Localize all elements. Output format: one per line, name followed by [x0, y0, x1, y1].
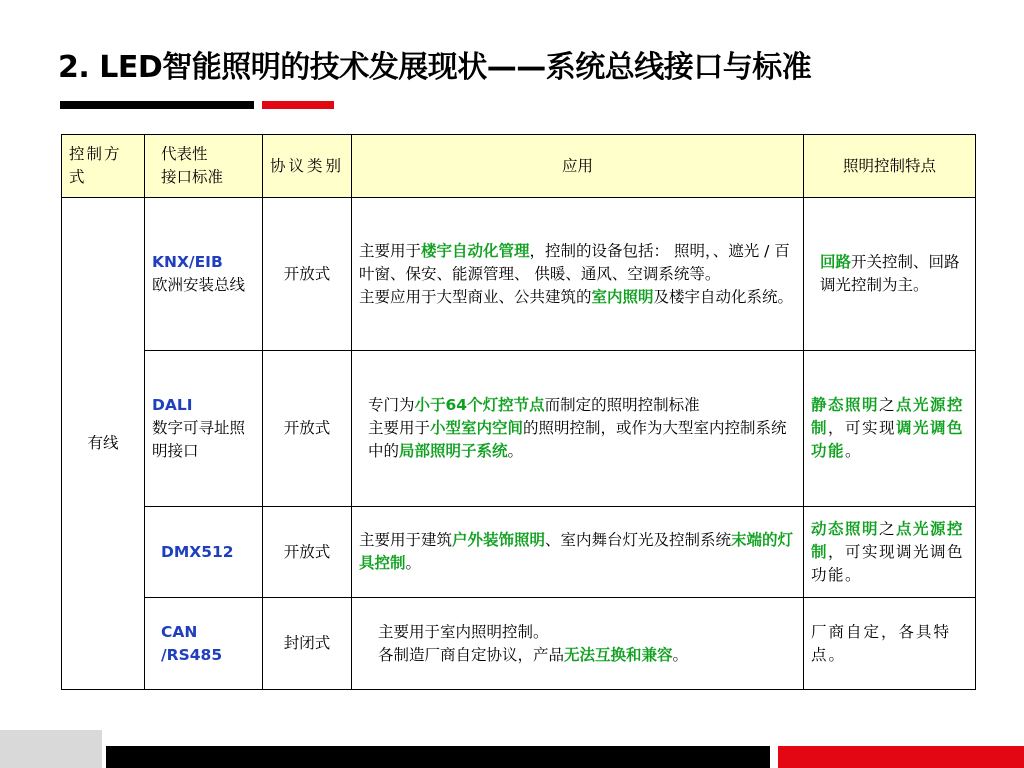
app-text: 的照明控制，或作为大型室内控制系统中的 — [368, 419, 787, 460]
features-cell — [804, 198, 976, 351]
application-cell — [352, 198, 804, 351]
standard-name-en: DMX512 — [161, 542, 234, 561]
standard-name-en: KNX/EIB — [152, 253, 223, 271]
app-text: 主要用于 — [368, 419, 431, 437]
app-text: 。 — [405, 554, 422, 572]
feat-highlight: 点光源控制 — [811, 396, 965, 437]
features-cell — [804, 598, 976, 690]
app-highlight: 户外装饰照明 — [452, 531, 546, 549]
feat-highlight: 调光调色功能 — [811, 419, 965, 460]
group-wired: 有线 — [62, 198, 145, 690]
footer-red-bar — [778, 746, 1024, 768]
app-text: 而制定的照明控制标准 — [544, 396, 700, 414]
footer-gray-block — [0, 730, 102, 768]
app-text: 及楼宇自动化系统。 — [653, 287, 794, 306]
application-cell — [352, 351, 804, 507]
feat-highlight: 动态照明 — [811, 519, 880, 538]
header-standard — [145, 135, 263, 198]
feat-highlight: 静态照明 — [811, 396, 880, 414]
app-text: 主要用于建筑 — [359, 531, 453, 549]
protocol-cell: 开放式 — [263, 198, 352, 351]
app-text: 、室内舞台灯光及控制系统 — [545, 531, 732, 549]
app-highlight: 小型室内空间 — [430, 419, 524, 437]
app-highlight: 无法互换和兼容 — [564, 645, 673, 664]
header-protocol: 协议类别 — [263, 135, 352, 198]
standard-name-en: /RS485 — [161, 645, 223, 664]
app-text: 主要应用于大型商业、公共建筑的 — [359, 287, 592, 306]
table-row — [62, 507, 976, 598]
app-text: 。 — [507, 442, 524, 460]
footer-black-bar — [106, 746, 770, 768]
app-text: 主要用于室内照明控制。 — [378, 622, 549, 641]
feat-text: 。 — [845, 442, 863, 460]
features-cell — [804, 351, 976, 507]
standard-cell — [145, 198, 263, 351]
app-highlight: 室内照明 — [591, 287, 654, 306]
protocol-cell: 封闭式 — [263, 598, 352, 690]
feat-text: 厂商自定，各具特点。 — [811, 622, 952, 664]
interface-standards-table — [61, 134, 976, 690]
features-cell — [804, 507, 976, 598]
title-underline-black — [60, 101, 254, 109]
protocol-cell: 开放式 — [263, 351, 352, 507]
standard-name-en: DALI — [152, 396, 193, 414]
feat-highlight: 回路 — [820, 253, 852, 271]
app-highlight: 末端的灯具控制 — [359, 531, 794, 572]
standard-name-cn: 欧洲安装总线 — [152, 276, 246, 294]
feat-highlight: 点光源控制 — [811, 519, 965, 561]
feat-text: ，可实现 — [828, 419, 897, 437]
application-cell — [352, 598, 804, 690]
app-text: ，控制的设备包括： 照明，、遮光 / 百叶窗、保安、能源管理、 供暖、通风、空调系统等。 — [359, 241, 790, 283]
table-row — [62, 598, 976, 690]
app-highlight: 局部照明子系统 — [399, 442, 508, 460]
feat-text: ，可实现调光调色功能。 — [811, 542, 965, 584]
application-cell — [352, 507, 804, 598]
header-standard-line1: 代表性 — [161, 145, 208, 163]
standard-cell — [145, 598, 263, 690]
standard-cell — [145, 507, 263, 598]
table-row — [62, 351, 976, 507]
app-highlight: 楼宇自动化管理 — [421, 241, 530, 260]
feat-text: 开关控制、回路调光控制为主。 — [820, 253, 960, 294]
app-text: 各制造厂商自定协议，产品 — [378, 645, 565, 664]
app-text: 。 — [672, 645, 689, 664]
feat-text: 之 — [879, 396, 897, 414]
header-application: 应用 — [352, 135, 804, 198]
header-standard-line2: 接口标准 — [161, 168, 224, 186]
standard-cell — [145, 351, 263, 507]
table-row — [62, 198, 976, 351]
standard-name-en: CAN — [161, 622, 198, 641]
header-features: 照明控制特点 — [804, 135, 976, 198]
page-title: 2. LED智能照明的技术发展现状——系统总线接口与标准 — [58, 50, 812, 85]
app-highlight: 小于64个灯控节点 — [414, 396, 545, 414]
app-text: 主要用于 — [359, 241, 422, 260]
title-underline-red — [262, 101, 334, 109]
standard-name-cn: 数字可寻址照明接口 — [152, 419, 246, 460]
header-control-mode: 控制方式 — [62, 135, 145, 198]
table-header-row — [62, 135, 976, 198]
app-text: 专门为 — [368, 396, 415, 414]
feat-text: 之 — [879, 519, 897, 538]
protocol-cell: 开放式 — [263, 507, 352, 598]
